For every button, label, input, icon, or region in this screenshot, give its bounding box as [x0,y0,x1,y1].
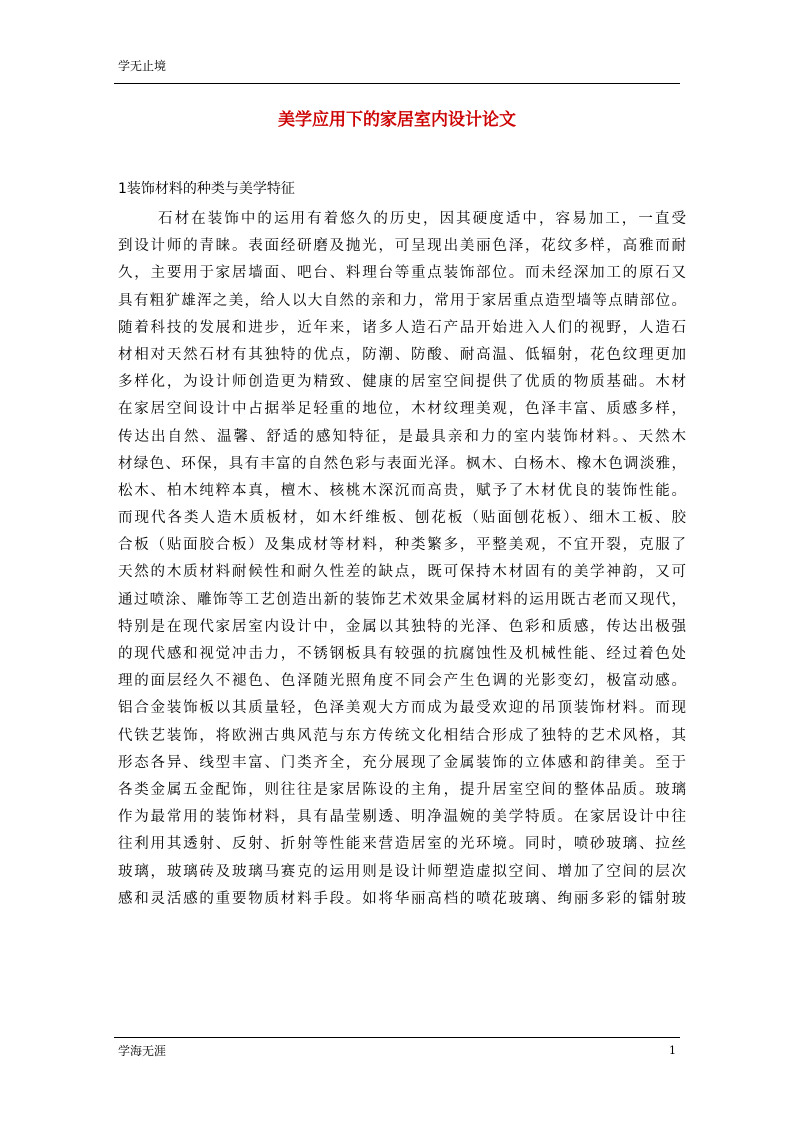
body-paragraph [118,206,686,913]
body-text-line: 材绿色、环保，具有丰富的自然色彩与表面光泽。枫木、白杨木、橡木色调淡雅， [118,455,686,472]
body-text-line: 久，主要用于家居墙面、吧台、料理台等重点装饰部位。而未经深加工的原石又 [118,265,686,282]
body-text-line: 形态各异、线型丰富、门类齐全，充分展现了金属装饰的立体感和韵律美。至于 [118,754,686,771]
body-text-line: 多样化，为设计师创造更为精致、健康的居室空间提供了优质的物质基础。木材 [118,374,686,391]
header-divider [114,83,680,84]
footer-divider [114,1037,680,1038]
body-text-line: 铝合金装饰板以其质量轻，色泽美观大方而成为最受欢迎的吊顶装饰材料。而现 [118,700,686,717]
body-text-line: 而现代各类人造木质板材，如木纤维板、刨花板（贴面刨花板）、细木工板、胶 [118,510,686,527]
body-text-line: 石材在装饰中的运用有着悠久的历史，因其硬度适中，容易加工，一直受 [158,211,686,227]
body-text-line: 具有粗犷雄浑之美，给人以大自然的亲和力，常用于家居重点造型墙等点睛部位。 [118,292,686,309]
body-text-line: 材相对天然石材有其独特的优点，防潮、防酸、耐高温、低辐射，花色纹理更加 [118,346,686,363]
page-number: 1 [669,1044,676,1057]
body-text-line: 玻璃，玻璃砖及玻璃马赛克的运用则是设计师塑造虚拟空间、增加了空间的层次 [118,863,686,880]
body-text-line: 各类金属五金配饰，则往往是家居陈设的主角，提升居室空间的整体品质。玻璃 [118,781,686,798]
body-text-line: 传达出自然、温馨、舒适的感知特征，是最具亲和力的室内装饰材料。、天然木 [118,428,686,445]
section-heading: 1装饰材料的种类与美学特征 [118,181,295,197]
body-text-line: 在家居空间设计中占据举足轻重的地位，木材纹理美观，色泽丰富、质感多样， [118,401,686,418]
body-text-line: 通过喷涂、雕饰等工艺创造出新的装饰艺术效果金属材料的运用既古老而又现代， [118,591,686,608]
body-text-line: 特别是在现代家居室内设计中，金属以其独特的光泽、色彩和质感，传达出极强 [118,618,686,635]
document-title: 美学应用下的家居室内设计论文 [278,110,516,130]
body-text-line: 理的面层经久不褪色、色泽随光照角度不同会产生色调的光影变幻，极富动感。 [118,673,686,690]
page-header-text: 学无止境 [118,59,167,73]
body-text-line: 随着科技的发展和进步，近年来，诸多人造石产品开始进入人们的视野，人造石 [118,319,686,336]
body-text-line: 的现代感和视觉冲击力，不锈钢板具有较强的抗腐蚀性及机械性能、经过着色处 [118,646,686,662]
body-text-line: 合板（贴面胶合板）及集成材等材料，种类繁多，平整美观，不宜开裂，克服了 [118,537,686,554]
body-text-line: 往利用其透射、反射、折射等性能来营造居室的光环境。同时，喷砂玻璃、拉丝 [118,836,686,853]
body-text-line: 到设计师的青睐。表面经研磨及抛光，可呈现出美丽色泽，花纹多样，高雅而耐 [118,238,686,255]
body-text-line: 作为最常用的装饰材料，具有晶莹剔透、明净温婉的美学特质。在家居设计中往 [118,809,686,826]
body-text-line: 代铁艺装饰，将欧洲古典风范与东方传统文化相结合形成了独特的艺术风格，其 [118,727,686,744]
body-text-line: 松木、柏木纯粹本真，檀木、核桃木深沉而高贵，赋予了木材优良的装饰性能。 [118,482,686,499]
body-text-line: 感和灵活感的重要物质材料手段。如将华丽高档的喷花玻璃、绚丽多彩的镭射玻 [118,890,686,907]
page-footer-text: 学海无涯 [118,1044,167,1058]
body-text-line: 天然的木质材料耐候性和耐久性差的缺点，既可保持木材固有的美学神韵，又可 [118,564,686,581]
